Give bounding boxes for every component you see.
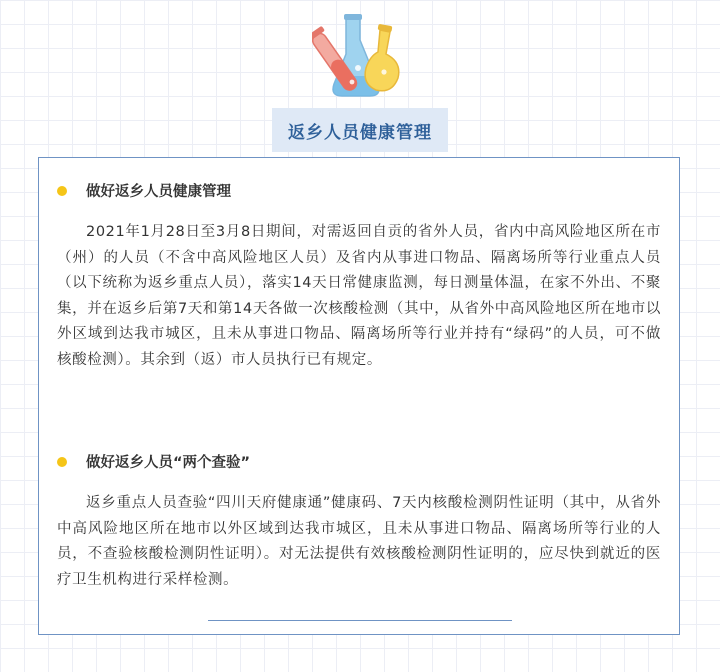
section-1-heading	[39, 180, 231, 201]
page-title: 返乡人员健康管理	[288, 122, 432, 143]
content-card	[38, 157, 680, 635]
title-banner	[272, 108, 448, 152]
section-1-paragraph: 2021年1月28日至3月8日期间，对需返回自贡的省外人员，省内中高风险地区所在市（州）的人员（不含中高风险地区人员）及省内从事进口物品、隔离场所等行业重点人员（以下统称为返乡重点人员），落实14天日常健康监测，每日测量体温，在家不外出、不聚集，并在返乡后第7天和第14天各做一次核酸检测（其中，从省外中高风险地区所在地市以外区域到达我市城区，且未从事进口物品、隔离场所等行业并持有“绿码”的人员，可不做核酸检测）。其余到（返）市人员执行已有规定。	[57, 224, 661, 368]
lab-flasks-icon	[312, 10, 412, 102]
section-2-title: 做好返乡人员“两个查验”	[86, 455, 251, 471]
bullet-dot-icon	[57, 186, 67, 196]
section-2-heading	[39, 451, 250, 472]
section-2-paragraph: 返乡重点人员查验“四川天府健康通”健康码、7天内核酸检测阴性证明（其中，从省外中高风险地区所在地市以外区域到达我市城区，且未从事进口物品、隔离场所等行业的人员，不查验核酸检测阴性证明）。对无法提供有效核酸检测阴性证明的，应尽快到就近的医疗卫生机构进行采样检测。	[57, 495, 661, 588]
bottom-divider	[208, 620, 512, 621]
section-1-title: 做好返乡人员健康管理	[86, 184, 231, 200]
bullet-dot-icon	[57, 457, 67, 467]
